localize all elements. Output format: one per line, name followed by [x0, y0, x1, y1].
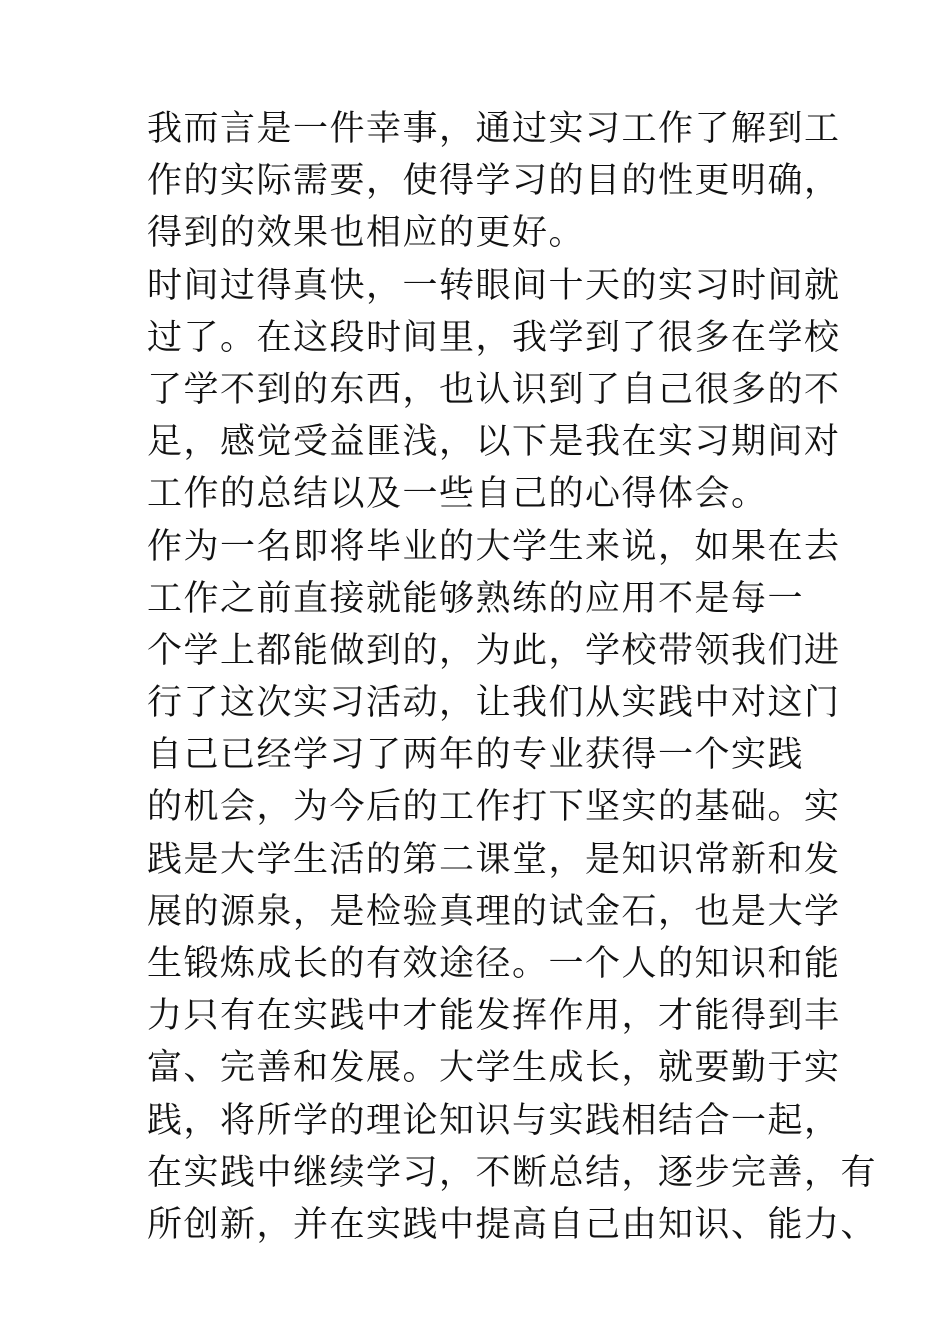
text-line: 的机会，为今后的工作打下坚实的基础。实	[147, 787, 841, 828]
text-line: 时间过得真快，一转眼间十天的实习时间就	[147, 265, 841, 306]
text-line: 作为一名即将毕业的大学生来说，如果在去	[147, 526, 841, 567]
text-line: 工作之前直接就能够熟练的应用不是每一	[147, 578, 805, 619]
text-line: 行了这次实习活动，让我们从实践中对这门	[147, 683, 841, 724]
paragraph-1	[147, 103, 841, 260]
document-body	[147, 103, 878, 1251]
text-line: 作的实际需要，使得学习的目的性更明确，	[147, 161, 841, 202]
paragraph-3	[147, 521, 878, 1252]
text-line: 生锻炼成长的有效途径。一个人的知识和能	[147, 944, 841, 984]
text-line: 我而言是一件幸事，通过实习工作了解到工	[147, 109, 841, 149]
text-line: 在实践中继续学习，不断总结，逐步完善，有	[147, 1152, 878, 1193]
text-line: 自己已经学习了两年的专业获得一个实践	[147, 735, 805, 776]
text-line: 足，感觉受益匪浅，以下是我在实习期间对	[147, 422, 841, 463]
text-line: 展的源泉，是检验真理的试金石，也是大学	[147, 891, 841, 932]
paragraph-2	[147, 260, 841, 521]
text-line: 工作的总结以及一些自己的心得体会。	[147, 474, 768, 515]
text-line: 得到的效果也相应的更好。	[147, 213, 586, 254]
text-line: 践，将所学的理论知识与实践相结合一起，	[147, 1100, 841, 1141]
text-line: 力只有在实践中才能发挥作用，才能得到丰	[147, 996, 841, 1037]
text-line: 个学上都能做到的，为此，学校带领我们进	[147, 630, 841, 671]
text-line: 富、完善和发展。大学生成长，就要勤于实	[147, 1048, 841, 1089]
text-line: 过了。在这段时间里，我学到了很多在学校	[147, 317, 841, 358]
text-line: 所创新，并在实践中提高自己由知识、能力、	[147, 1204, 878, 1245]
text-line: 践是大学生活的第二课堂，是知识常新和发	[147, 839, 841, 880]
text-line: 了学不到的东西，也认识到了自己很多的不	[147, 369, 841, 410]
